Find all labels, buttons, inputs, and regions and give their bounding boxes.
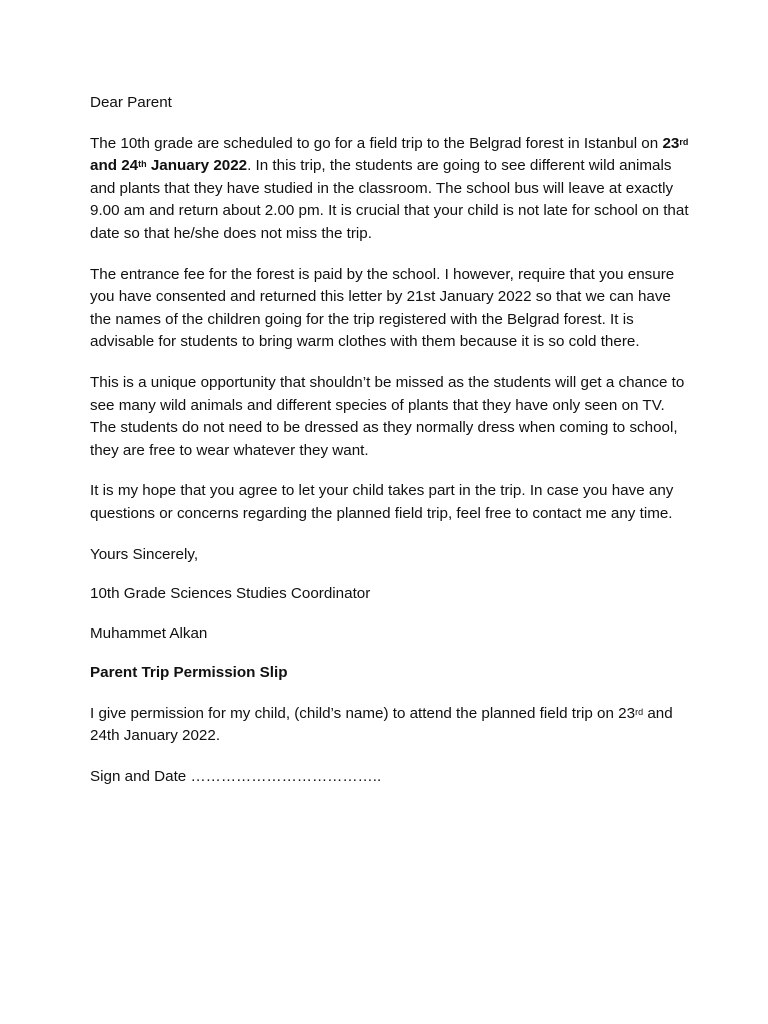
date-day-2-suffix: th <box>138 159 147 170</box>
closing: Yours Sincerely, <box>90 545 199 563</box>
paragraph-trip-details <box>90 133 690 246</box>
slip-text-start: I give permission for my child, (child’s name) to attend the planned field trip on 23 <box>90 704 636 722</box>
signer-title: 10th Grade Sciences Studies Coordinator <box>90 585 371 603</box>
slip-text-end: and 24th January 2022. <box>90 704 673 745</box>
paragraph-hope-and-contact: It is my hope that you agree to let your child takes part in the trip. In case you have any questions or concerns regarding the planned field trip, feel free to contact me any time. <box>90 482 674 522</box>
date-day-1-suffix: rd <box>679 136 689 147</box>
signer-name: Muhammet Alkan <box>90 624 208 642</box>
slip-date-suffix: rd <box>635 706 644 717</box>
p1-remaining-text: . In this trip, the students are going to see different wild animals and plants that they have studied in the classroom. The school bus will leave at exactly 9.00 am and return about 2.00 pm. It is crucial that your child is not late for school on that date so that he/she does not miss the trip. <box>90 157 689 242</box>
date-day-2: and 24 <box>90 157 139 175</box>
permission-slip-title: Parent Trip Permission Slip <box>90 664 288 682</box>
date-day-1: 23 <box>662 134 680 152</box>
paragraph-opportunity: This is a unique opportunity that shouldn’t be missed as the students will get a chance to see many wild animals and different species of plants that they have only seen on TV. The students do not need to be dressed as they normally dress when coming to school, they are free to wear whatever they want. <box>90 373 685 459</box>
sign-and-date-line[interactable]: Sign and Date ……………………………….. <box>90 768 382 786</box>
paragraph-fee-and-consent: The entrance fee for the forest is paid by the school. I however, require that you ensure you have consented and returned this letter by 21st January 2022 so that we can have the names of the children going for the trip registered with the Belgrad forest. It is advisable for students to bring warm clothes with them because it is so cold there. <box>90 265 675 351</box>
date-month-year: January 2022 <box>146 157 248 175</box>
letter-page <box>90 92 690 807</box>
p1-intro-text: The 10th grade are scheduled to go for a field trip to the Belgrad forest in Istanbul on <box>90 134 663 152</box>
salutation: Dear Parent <box>90 94 172 111</box>
permission-slip-text <box>90 703 690 748</box>
